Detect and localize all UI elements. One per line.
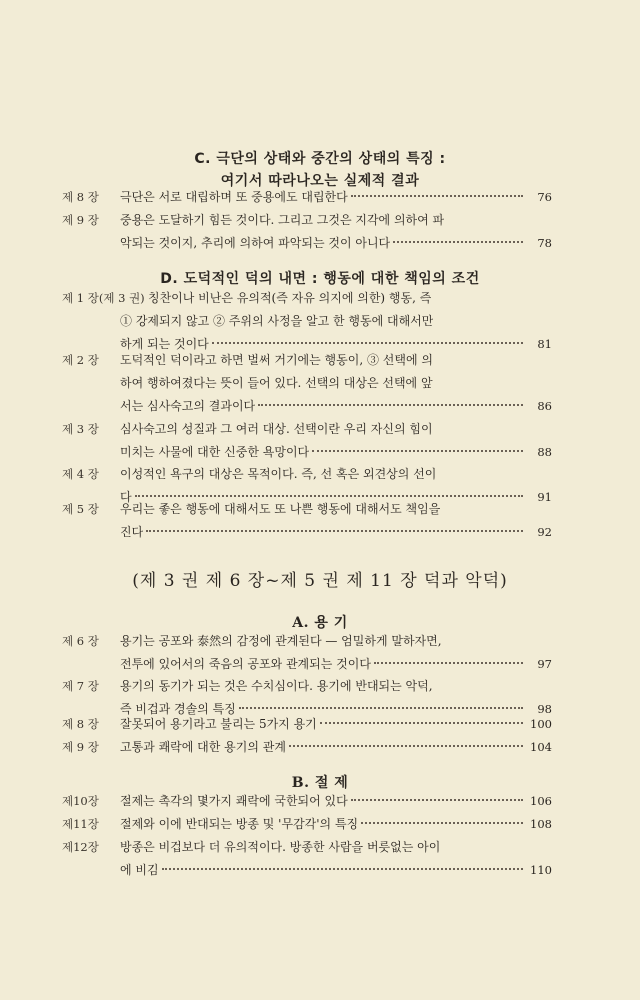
page-number: 78 <box>537 236 552 250</box>
entry-text: 이성적인 욕구의 대상은 목적이다. 즉, 선 혹은 외견상의 선이 <box>120 467 437 481</box>
toc-entry-a-8[interactable] <box>62 713 552 736</box>
section-heading-c-line1: C. 극단의 상태와 중간의 상태의 특징 : <box>194 151 446 167</box>
leader-dots <box>146 520 523 532</box>
entry-text: 심사숙고의 성질과 그 여러 대상. 선택이란 우리 자신의 힘이 <box>120 422 433 436</box>
entry-text: 악되는 것이지, 추리에 의하여 파악되는 것이 아니다 <box>120 236 391 250</box>
section-heading-b: B. 절 제 <box>291 775 349 791</box>
page-number: 91 <box>537 490 552 504</box>
entry-text: 칭찬이나 비난은 유의적(즉 자유 의지에 의한) 행동, 즉 <box>148 291 432 305</box>
toc-entry-b-10[interactable] <box>62 790 552 813</box>
leader-dots <box>162 858 523 870</box>
entry-text: 잘못되어 용기라고 불리는 5가지 용기 <box>120 717 317 731</box>
chapter-label: 제 4 장 <box>62 467 99 481</box>
entry-text: 방종은 비겁보다 더 유의적이다. 방종한 사람을 버릇없는 아이 <box>120 840 441 854</box>
leader-dots <box>258 394 523 406</box>
entry-text: 중용은 도달하기 힘든 것이다. 그리고 그것은 지각에 의하여 파 <box>120 213 445 227</box>
chapter-label: 제 7 장 <box>62 679 99 693</box>
entry-text: 하게 되는 것이다 <box>120 337 209 351</box>
entry-text: 우리는 좋은 행동에 대해서도 또 나쁜 행동에 대해서도 책임을 <box>120 502 441 516</box>
toc-entry-d-3[interactable] <box>62 418 552 464</box>
entry-text: 절제와 이에 반대되는 방종 및 '무감각'의 특징 <box>120 817 359 831</box>
toc-entry-a-6[interactable] <box>62 630 552 676</box>
entry-text: 절제는 촉각의 몇가지 쾌락에 국한되어 있다 <box>120 794 348 808</box>
toc-entry-b-12[interactable] <box>62 836 552 882</box>
page-number: 106 <box>530 794 552 808</box>
toc-entry-c-9[interactable] <box>62 209 552 255</box>
toc-entry-c-8[interactable] <box>62 186 552 209</box>
part-title: (제 3 권 제 6 장~제 5 권 제 11 장 덕과 악덕) <box>132 571 508 591</box>
entry-text: 용기의 동기가 되는 것은 수치심이다. 용기에 반대되는 악덕, <box>120 679 433 693</box>
page-number: 98 <box>537 702 552 716</box>
leader-dots <box>135 485 523 497</box>
entry-text: 진다 <box>120 525 144 539</box>
chapter-label: 제 8 장 <box>62 190 99 204</box>
chapter-label: 제 3 장 <box>62 422 99 436</box>
entry-text: 도덕적인 덕이라고 하면 벌써 거기에는 행동이, ③ 선택에 의 <box>120 353 433 367</box>
chapter-label: 제10장 <box>62 794 99 808</box>
entry-text: ① 강제되지 않고 ② 주위의 사정을 알고 한 행동에 대해서만 <box>120 314 434 328</box>
leader-dots <box>393 231 523 243</box>
toc-entry-d-1[interactable] <box>62 287 552 356</box>
chapter-label: 제 1 장(제 3 권) <box>62 291 145 305</box>
entry-text: 용기는 공포와 泰然의 감정에 관계된다 — 엄밀하게 말하자면, <box>120 634 442 648</box>
entry-text: 에 비김 <box>120 863 159 877</box>
leader-dots <box>212 332 523 344</box>
toc-entry-b-11[interactable] <box>62 813 552 836</box>
section-heading-c-line2: 여기서 따라나오는 실제적 결과 <box>220 173 420 189</box>
leader-dots <box>351 185 523 197</box>
entry-text: 고통과 쾌락에 대한 용기의 관계 <box>120 740 286 754</box>
chapter-label: 제 6 장 <box>62 634 99 648</box>
chapter-label: 제 8 장 <box>62 717 99 731</box>
leader-dots <box>239 697 523 709</box>
chapter-label: 제 9 장 <box>62 213 99 227</box>
page-number: 97 <box>537 657 552 671</box>
entry-text: 하여 행하여졌다는 뜻이 들어 있다. 선택의 대상은 선택에 앞 <box>120 376 433 390</box>
leader-dots <box>361 812 523 824</box>
section-heading-d: D. 도덕적인 덕의 내면 : 행동에 대한 책임의 조건 <box>160 271 480 287</box>
entry-text: 다 <box>120 490 132 504</box>
chapter-label: 제 2 장 <box>62 353 99 367</box>
page-number: 108 <box>530 817 552 831</box>
entry-text: 미치는 사물에 대한 신중한 욕망이다 <box>120 445 310 459</box>
chapter-label: 제11장 <box>62 817 99 831</box>
chapter-label: 제 5 장 <box>62 502 99 516</box>
entry-text: 서는 심사숙고의 결과이다 <box>120 399 256 413</box>
leader-dots <box>289 735 523 747</box>
entry-text: 즉 비겁과 경솔의 특징 <box>120 702 236 716</box>
leader-dots <box>312 440 523 452</box>
section-heading-a: A. 용 기 <box>292 615 348 631</box>
page-number: 76 <box>537 190 552 204</box>
page-number: 92 <box>537 525 552 539</box>
page-number: 110 <box>530 863 552 877</box>
toc-entry-d-2[interactable] <box>62 349 552 418</box>
chapter-label: 제 9 장 <box>62 740 99 754</box>
page-number: 88 <box>537 445 552 459</box>
page-number: 100 <box>530 717 552 731</box>
leader-dots <box>351 789 523 801</box>
page-number: 81 <box>537 337 552 351</box>
entry-text: 전투에 있어서의 죽음의 공포와 관계되는 것이다 <box>120 657 371 671</box>
page-number: 86 <box>537 399 552 413</box>
leader-dots <box>374 652 523 664</box>
page-number: 104 <box>530 740 552 754</box>
toc-entry-d-5[interactable] <box>62 498 552 544</box>
chapter-label: 제12장 <box>62 840 99 854</box>
leader-dots <box>320 712 523 724</box>
toc-entry-a-9[interactable] <box>62 736 552 759</box>
entry-text: 극단은 서로 대립하며 또 중용에도 대립한다 <box>120 190 348 204</box>
